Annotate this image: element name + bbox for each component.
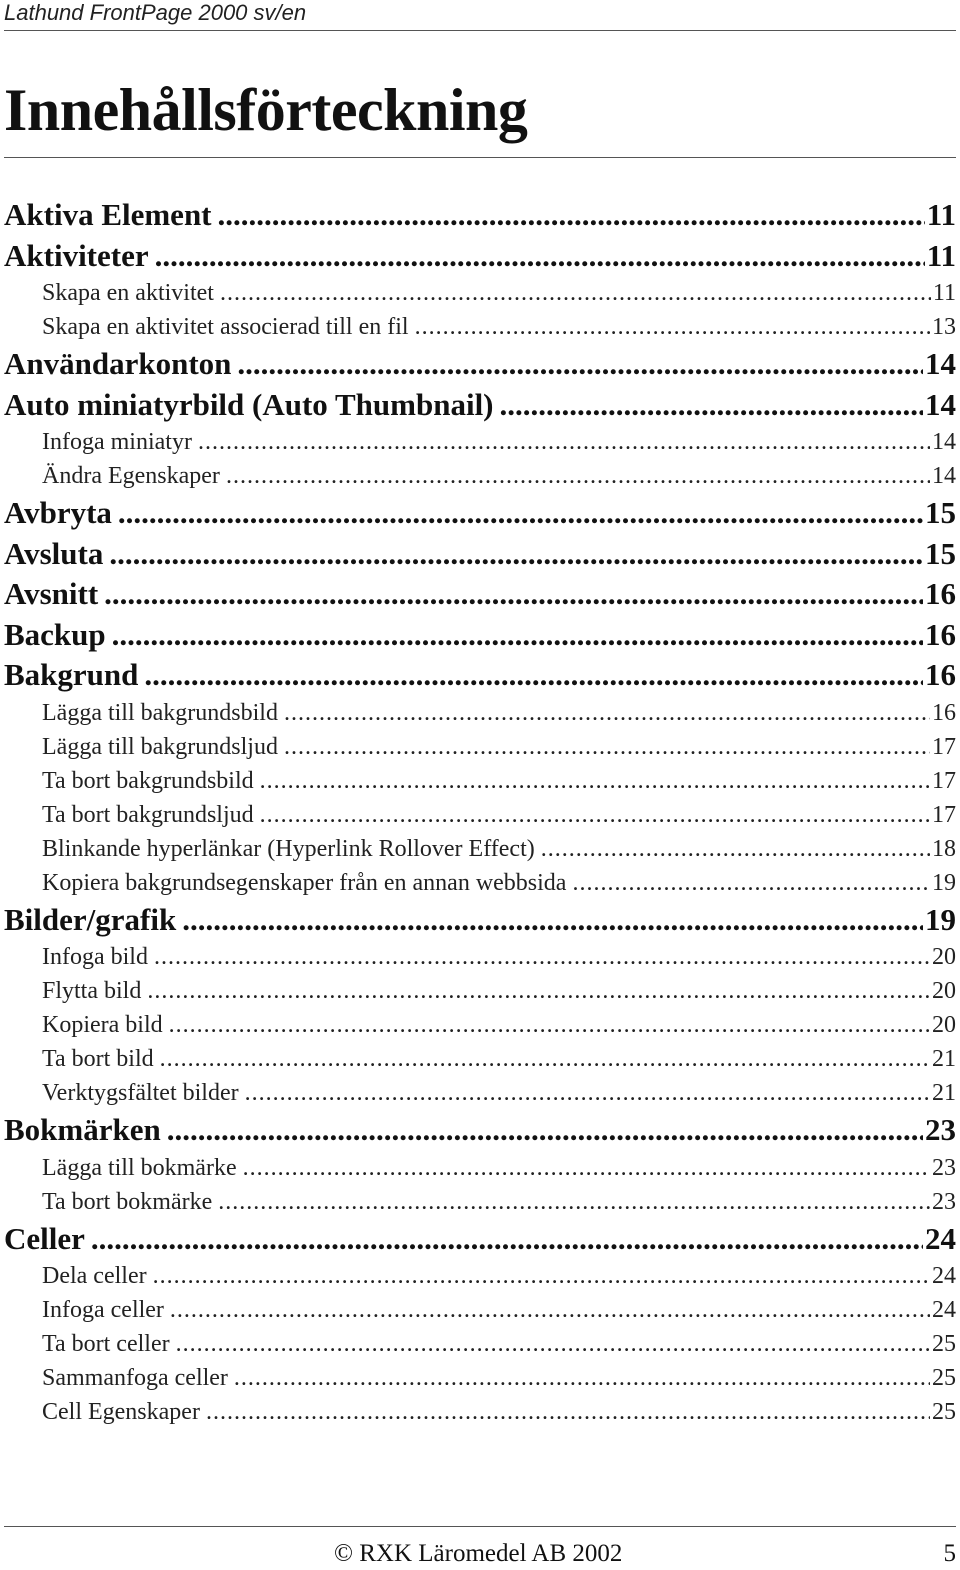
title-rule [4,157,956,158]
toc-page-number: 23 [925,1112,956,1147]
toc-page-number: 20 [932,944,956,970]
toc-entry-title: Ändra Egenskaper [42,463,220,489]
toc-entry-title: Blinkande hyperlänkar (Hyperlink Rollover Effect) [42,835,535,862]
toc-entry-sub [4,459,956,493]
toc-entry-sub [4,1293,956,1327]
toc-page-number: 25 [932,1399,956,1425]
toc-page-number: 13 [932,314,956,340]
toc-dot-leader [234,1361,930,1395]
running-header: Lathund FrontPage 2000 sv/en [4,0,307,25]
toc-entry-sub [4,1008,956,1042]
toc-dot-leader [170,1293,930,1327]
toc-entry-main [4,574,956,615]
toc-page-number: 11 [926,197,956,232]
toc-entry-title: Bokmärken [4,1112,161,1147]
toc-entry-main [4,385,956,426]
toc-dot-leader [169,1008,930,1042]
toc-entry-title: Backup [4,616,106,652]
toc-entry-title: Ta bort bakgrundsbild [42,767,254,794]
toc-dot-leader [167,1110,923,1151]
toc-entry-main [4,236,956,277]
toc-page-number: 16 [925,657,956,692]
page-title: Innehållsförteckning [4,77,528,143]
toc-entry-title: Dela celler [42,1263,147,1289]
toc-entry-title: Lägga till bokmärke [42,1154,237,1181]
toc-entry-title: Bakgrund [4,657,139,692]
toc-dot-leader [176,1327,930,1361]
toc-entry-title: Användarkonton [4,346,232,381]
toc-page-number: 17 [932,767,956,794]
toc-page-number: 25 [932,1365,956,1391]
toc-page-number: 15 [925,535,956,571]
toc-dot-leader [500,385,923,426]
toc-dot-leader [109,534,923,575]
toc-page-number: 11 [926,237,956,273]
toc-dot-leader [572,866,930,900]
toc-page-number: 25 [932,1331,956,1357]
toc-entry-main [4,493,956,534]
toc-entry-title: Lägga till bakgrundsbild [42,699,278,726]
toc-entry-title: Ta bort bild [42,1046,154,1072]
toc-entry-title: Lägga till bakgrundsljud [42,733,278,760]
page-footer [4,1538,956,1570]
toc-page-number: 21 [932,1080,956,1106]
toc-entry-sub [4,1259,956,1293]
toc-entry-title: Aktiva Element [4,197,212,232]
toc-dot-leader [144,655,923,696]
toc-entry-title: Aktiviteter [4,237,149,273]
toc-entry-sub [4,940,956,974]
toc-entry-title: Bilder/grafik [4,901,177,937]
toc-dot-leader [245,1076,930,1110]
toc-entry-sub [4,798,956,832]
toc-page-number: 14 [925,346,956,381]
toc-dot-leader [118,493,923,534]
toc-entry-sub [4,866,956,900]
toc-entry-title: Avsluta [4,535,104,571]
toc-page-number: 19 [932,869,956,896]
toc-page-number: 14 [925,386,956,422]
toc-entry-title: Sammanfoga celler [42,1365,228,1391]
toc-page-number: 24 [932,1263,956,1289]
toc-entry-sub [4,1185,956,1219]
toc-entry-title: Ta bort celler [42,1331,170,1357]
toc-page-number: 21 [932,1046,956,1072]
toc-dot-leader [218,1185,930,1219]
toc-dot-leader [182,900,923,941]
toc-dot-leader [284,730,930,764]
toc-page-number: 23 [932,1188,956,1215]
toc-page-number: 19 [925,901,956,937]
toc-entry-title: Skapa en aktivitet [42,280,214,306]
toc-entry-sub [4,696,956,730]
toc-entry-sub [4,310,956,344]
toc-entry-title: Kopiera bakgrundsegenskaper från en annan webbsida [42,869,567,896]
toc-dot-leader [220,276,931,310]
toc-entry-main [4,615,956,656]
footer-copyright: © RXK Läromedel AB 2002 [334,1540,623,1567]
toc-page-number: 17 [932,733,956,760]
toc-page-number: 14 [932,463,956,489]
toc-page-number: 11 [932,280,956,306]
toc-page-number: 24 [932,1297,956,1323]
toc-page-number: 16 [932,699,956,726]
toc-entry-title: Infoga bild [42,944,148,970]
toc-dot-leader [237,344,923,385]
toc-dot-leader [147,974,930,1008]
toc-dot-leader [155,236,925,277]
toc-entry-sub [4,1361,956,1395]
toc-page-number: 20 [932,978,956,1004]
toc-entry-title: Avsnitt [4,576,99,611]
toc-entry-sub [4,1076,956,1110]
toc-entry-sub [4,764,956,798]
toc-entry-title: Kopiera bild [42,1012,163,1038]
toc-dot-leader [218,195,925,236]
toc-entry-sub [4,1327,956,1361]
toc-page-number: 17 [932,801,956,828]
toc-entry-title: Infoga miniatyr [42,429,192,455]
toc-entry-sub [4,832,956,866]
toc-entry-title: Infoga celler [42,1297,164,1323]
toc-dot-leader [160,1042,930,1076]
toc-dot-leader [91,1219,923,1260]
toc-page-number: 20 [932,1012,956,1038]
table-of-contents [4,195,956,1429]
toc-page-number: 16 [925,616,956,652]
toc-entry-main [4,900,956,941]
toc-entry-title: Verktygsfältet bilder [42,1080,239,1106]
footer-rule [4,1526,956,1527]
toc-entry-title: Auto miniatyrbild (Auto Thumbnail) [4,386,494,422]
toc-entry-main [4,344,956,385]
toc-entry-main [4,655,956,696]
toc-dot-leader [198,425,930,459]
toc-dot-leader [260,764,930,798]
toc-page-number: 16 [925,576,956,611]
toc-entry-main [4,534,956,575]
toc-entry-title: Flytta bild [42,978,142,1004]
toc-entry-main [4,1110,956,1151]
toc-dot-leader [112,615,923,656]
toc-entry-sub [4,1042,956,1076]
toc-entry-sub [4,276,956,310]
toc-dot-leader [206,1395,930,1429]
toc-page-number: 14 [932,429,956,455]
toc-dot-leader [104,574,923,615]
header-rule [4,30,956,31]
footer-page-number: 5 [943,1540,956,1567]
toc-page-number: 23 [932,1154,956,1181]
toc-dot-leader [226,459,930,493]
toc-entry-sub [4,1151,956,1185]
toc-dot-leader [153,1259,930,1293]
toc-page-number: 15 [925,495,956,530]
toc-dot-leader [415,310,930,344]
toc-entry-title: Cell Egenskaper [42,1399,200,1425]
toc-dot-leader [284,696,930,730]
toc-dot-leader [260,798,930,832]
toc-entry-main [4,195,956,236]
toc-page-number: 18 [932,835,956,862]
toc-entry-title: Ta bort bokmärke [42,1188,213,1215]
toc-entry-title: Avbryta [4,495,112,530]
toc-entry-title: Skapa en aktivitet associerad till en fil [42,314,409,340]
toc-entry-sub [4,425,956,459]
toc-entry-sub [4,730,956,764]
toc-entry-sub [4,1395,956,1429]
toc-entry-title: Ta bort bakgrundsljud [42,801,254,828]
toc-entry-main [4,1219,956,1260]
toc-entry-sub [4,974,956,1008]
toc-dot-leader [541,832,930,866]
toc-page-number: 24 [925,1220,956,1256]
toc-entry-title: Celler [4,1220,85,1256]
toc-dot-leader [154,940,930,974]
toc-dot-leader [243,1151,930,1185]
